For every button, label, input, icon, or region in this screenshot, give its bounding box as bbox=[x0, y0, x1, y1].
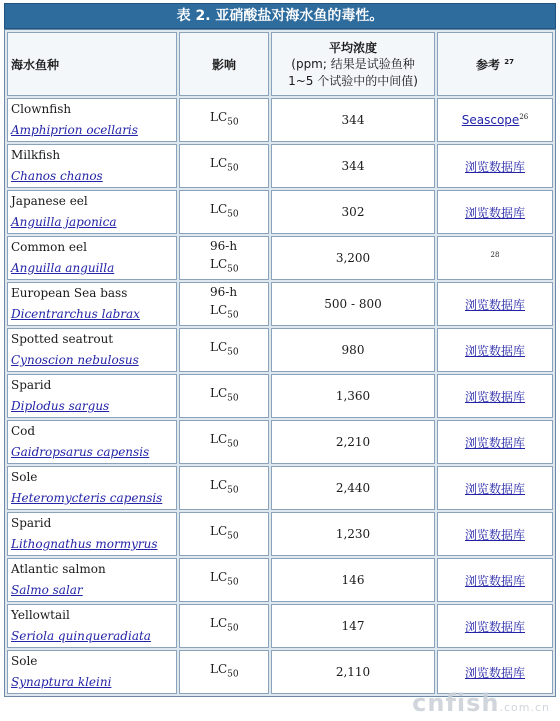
effect-cell bbox=[179, 98, 269, 142]
reference-cell bbox=[437, 604, 553, 648]
effect-cell bbox=[179, 420, 269, 464]
effect-subscript: 50 bbox=[227, 347, 239, 358]
reference-cell bbox=[437, 374, 553, 418]
common-name: Japanese eel bbox=[11, 194, 88, 208]
reference-link[interactable]: 浏览数据库 bbox=[464, 205, 525, 220]
reference-link[interactable]: 浏览数据库 bbox=[464, 573, 525, 588]
common-name: Clownfish bbox=[11, 102, 72, 116]
watermark-logo: cnfish.com.cn bbox=[412, 689, 550, 717]
concentration-cell: 3,200 bbox=[271, 236, 435, 280]
table-row bbox=[7, 98, 553, 142]
concentration-cell: 1,230 bbox=[271, 512, 435, 556]
concentration-cell: 344 bbox=[271, 98, 435, 142]
species-cell bbox=[7, 144, 177, 188]
reference-sup: 28 bbox=[490, 251, 500, 259]
reference-cell bbox=[437, 236, 553, 280]
effect-subscript: 50 bbox=[227, 393, 239, 404]
table-row bbox=[7, 512, 553, 556]
effect-value: $LC_{50}$ bbox=[210, 662, 239, 680]
effect-value: $LC_{50}$ bbox=[210, 202, 239, 220]
header-concentration bbox=[271, 32, 435, 96]
effect-cell bbox=[179, 144, 269, 188]
table-row bbox=[7, 604, 553, 648]
effect-subscript: 50 bbox=[227, 310, 239, 321]
effect-subscript: 50 bbox=[227, 264, 239, 275]
concentration-cell: 302 bbox=[271, 190, 435, 234]
scientific-name-link[interactable]: Dicentrarchus labrax bbox=[11, 307, 140, 321]
reference-link[interactable]: 浏览数据库 bbox=[464, 343, 525, 358]
common-name: Yellowtail bbox=[11, 608, 70, 622]
scientific-name-link[interactable]: Chanos chanos bbox=[11, 169, 103, 183]
reference-link[interactable]: 浏览数据库 bbox=[464, 527, 525, 542]
header-conc-sub2: 1~5 个试验中的中间值) bbox=[288, 73, 418, 88]
concentration-cell: 2,440 bbox=[271, 466, 435, 510]
effect-cell bbox=[179, 374, 269, 418]
toxicity-table-container bbox=[4, 3, 556, 697]
species-cell bbox=[7, 466, 177, 510]
effect-subscript: 50 bbox=[227, 485, 239, 496]
reference-cell bbox=[437, 98, 553, 142]
header-ref-label: 参考 bbox=[476, 57, 501, 72]
effect-value: $LC_{50}$ bbox=[210, 524, 239, 542]
concentration-cell: 980 bbox=[271, 328, 435, 372]
reference-link[interactable]: Seascope bbox=[461, 113, 520, 127]
effect-cell bbox=[179, 558, 269, 602]
effect-value: $LC_{50}$ bbox=[210, 110, 239, 128]
scientific-name-link[interactable]: Diplodus sargus bbox=[11, 399, 110, 413]
effect-value: $LC_{50}$ bbox=[210, 616, 239, 634]
effect-cell bbox=[179, 650, 269, 694]
reference-cell bbox=[437, 328, 553, 372]
header-conc-title: 平均浓度 bbox=[328, 40, 377, 55]
effect-value: $LC_{50}$ bbox=[210, 257, 239, 275]
reference-cell bbox=[437, 420, 553, 464]
species-cell bbox=[7, 98, 177, 142]
effect-subscript: 50 bbox=[227, 531, 239, 542]
effect-subscript: 50 bbox=[227, 209, 239, 220]
reference-cell bbox=[437, 558, 553, 602]
common-name: Cod bbox=[11, 424, 36, 438]
species-cell bbox=[7, 374, 177, 418]
effect-value: 96-h bbox=[210, 239, 238, 254]
reference-link[interactable]: 浏览数据库 bbox=[464, 297, 525, 312]
effect-cell bbox=[179, 328, 269, 372]
effect-subscript: 50 bbox=[227, 439, 239, 450]
common-name: Common eel bbox=[11, 240, 87, 254]
common-name: Sole bbox=[11, 654, 38, 668]
effect-value: $LC_{50}$ bbox=[210, 386, 239, 404]
species-cell bbox=[7, 558, 177, 602]
table-row bbox=[7, 466, 553, 510]
header-row bbox=[7, 32, 553, 96]
concentration-cell: 146 bbox=[271, 558, 435, 602]
table-row bbox=[7, 190, 553, 234]
effect-cell bbox=[179, 604, 269, 648]
reference-link[interactable]: 浏览数据库 bbox=[464, 665, 525, 680]
header-species: 海水鱼种 bbox=[7, 32, 177, 96]
common-name: Spotted seatrout bbox=[11, 332, 114, 346]
scientific-name-link[interactable]: Anguilla anguilla bbox=[11, 261, 115, 275]
scientific-name-link[interactable]: Amphiprion ocellaris bbox=[11, 123, 138, 137]
effect-cell bbox=[179, 236, 269, 280]
reference-link[interactable]: 浏览数据库 bbox=[464, 481, 525, 496]
species-cell bbox=[7, 282, 177, 326]
scientific-name-link[interactable]: Lithognathus mormyrus bbox=[11, 537, 158, 551]
concentration-cell: 2,110 bbox=[271, 650, 435, 694]
concentration-cell: 2,210 bbox=[271, 420, 435, 464]
table-row bbox=[7, 328, 553, 372]
concentration-cell: 344 bbox=[271, 144, 435, 188]
header-reference bbox=[437, 32, 553, 96]
reference-link[interactable]: 浏览数据库 bbox=[464, 159, 525, 174]
reference-cell bbox=[437, 466, 553, 510]
table-row bbox=[7, 236, 553, 280]
scientific-name-link[interactable]: Salmo salar bbox=[11, 583, 83, 597]
table-row bbox=[7, 144, 553, 188]
header-effect: 影响 bbox=[179, 32, 269, 96]
effect-value: $LC_{50}$ bbox=[210, 156, 239, 174]
reference-cell bbox=[437, 144, 553, 188]
species-cell bbox=[7, 650, 177, 694]
scientific-name-link[interactable]: Seriola quinqueradiata bbox=[11, 629, 151, 643]
effect-subscript: 50 bbox=[227, 117, 239, 128]
effect-subscript: 50 bbox=[227, 577, 239, 588]
effect-subscript: 50 bbox=[227, 623, 239, 634]
common-name: Sole bbox=[11, 470, 38, 484]
common-name: European Sea bass bbox=[11, 286, 128, 300]
reference-cell bbox=[437, 282, 553, 326]
species-cell bbox=[7, 420, 177, 464]
common-name: Sparid bbox=[11, 378, 52, 392]
reference-link[interactable]: 浏览数据库 bbox=[464, 435, 525, 450]
effect-value: $LC_{50}$ bbox=[210, 570, 239, 588]
effect-value: $LC_{50}$ bbox=[210, 432, 239, 450]
table-row bbox=[7, 650, 553, 694]
toxicity-table bbox=[4, 29, 556, 697]
reference-sup: 26 bbox=[519, 113, 529, 121]
effect-cell bbox=[179, 282, 269, 326]
species-cell bbox=[7, 328, 177, 372]
common-name: Atlantic salmon bbox=[11, 562, 106, 576]
header-conc-sub1: (ppm; 结果是试验鱼种 bbox=[291, 56, 415, 71]
watermark-text: cnfish bbox=[412, 689, 500, 717]
table-row bbox=[7, 420, 553, 464]
table-caption: 表 2. 亚硝酸盐对海水鱼的毒性。 bbox=[4, 3, 556, 29]
scientific-name-link[interactable]: Gaidropsarus capensis bbox=[11, 445, 150, 459]
effect-value: $LC_{50}$ bbox=[210, 340, 239, 358]
reference-cell bbox=[437, 650, 553, 694]
effect-subscript: 50 bbox=[227, 669, 239, 680]
common-name: Sparid bbox=[11, 516, 52, 530]
effect-value: 96-h bbox=[210, 285, 238, 300]
concentration-cell: 500 - 800 bbox=[271, 282, 435, 326]
table-row bbox=[7, 282, 553, 326]
table-row bbox=[7, 558, 553, 602]
common-name: Milkfish bbox=[11, 148, 61, 162]
reference-link[interactable]: 浏览数据库 bbox=[464, 389, 525, 404]
header-ref-sup: 27 bbox=[504, 57, 514, 66]
species-cell bbox=[7, 512, 177, 556]
reference-link[interactable]: 浏览数据库 bbox=[464, 619, 525, 634]
effect-cell bbox=[179, 190, 269, 234]
effect-value: $LC_{50}$ bbox=[210, 478, 239, 496]
scientific-name-link[interactable]: Synaptura kleini bbox=[11, 675, 112, 689]
concentration-cell: 147 bbox=[271, 604, 435, 648]
concentration-cell: 1,360 bbox=[271, 374, 435, 418]
scientific-name-link[interactable]: Anguilla japonica bbox=[11, 215, 117, 229]
scientific-name-link[interactable]: Cynoscion nebulosus bbox=[11, 353, 139, 367]
effect-cell bbox=[179, 512, 269, 556]
effect-cell bbox=[179, 466, 269, 510]
table-row bbox=[7, 374, 553, 418]
effect-subscript: 50 bbox=[227, 163, 239, 174]
reference-cell bbox=[437, 512, 553, 556]
species-cell bbox=[7, 604, 177, 648]
effect-value: $LC_{50}$ bbox=[210, 303, 239, 321]
reference-cell bbox=[437, 190, 553, 234]
scientific-name-link[interactable]: Heteromycteris capensis bbox=[11, 491, 163, 505]
species-cell bbox=[7, 190, 177, 234]
species-cell bbox=[7, 236, 177, 280]
